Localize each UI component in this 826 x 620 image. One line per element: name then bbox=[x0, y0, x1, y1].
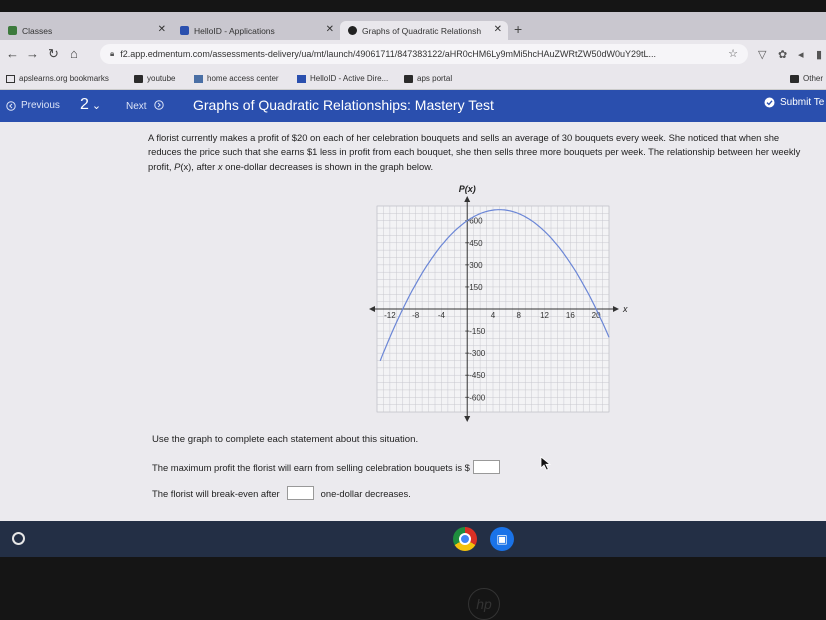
hac-favicon-icon bbox=[194, 75, 203, 83]
close-icon[interactable]: ✕ bbox=[325, 24, 334, 35]
url-text: f2.app.edmentum.com/assessments-delivery/ua/mt/launch/49061711/847383122/aHR0cHM6Ly9mMi5hcHAuZWRtZW50dW0uY29tL... bbox=[120, 49, 657, 59]
question-text-part: one-dollar decreases is shown in the graph below. bbox=[222, 160, 434, 172]
question-text-part: A florist currently makes a profit of $20 on each of her celebration bouquets and sells an average of 30 bouquets every week. She noticed that when she reduces the price such that she earns $1 less in profit from each bouquet, she then sells three more bouquets per week. The relationship between her weekly profit, bbox=[148, 132, 801, 172]
extension-audio-icon[interactable]: ◂ bbox=[798, 49, 804, 61]
instruction-text: Use the graph to complete each statement about this situation. bbox=[152, 434, 419, 445]
y-tick-label: 600 bbox=[469, 216, 483, 226]
y-tick-label: -300 bbox=[469, 349, 486, 359]
edmentum-favicon-icon bbox=[348, 26, 357, 35]
y-tick-label: -150 bbox=[469, 327, 486, 337]
statement-text: The maximum profit the florist will earn from selling celebration bouquets is $ bbox=[152, 461, 470, 473]
classes-favicon-icon bbox=[8, 26, 17, 35]
chrome-icon[interactable] bbox=[453, 527, 477, 551]
quadratic-graph bbox=[369, 184, 628, 434]
x-axis-label: x bbox=[623, 304, 628, 314]
submit-test-button[interactable] bbox=[764, 97, 824, 108]
x-tick-label: 20 bbox=[591, 311, 601, 320]
bookmark-label: aps portal bbox=[417, 74, 453, 83]
bookmark-other[interactable] bbox=[790, 74, 823, 83]
profile-icon[interactable]: ▮ bbox=[816, 49, 823, 61]
previous-arrow-icon bbox=[6, 101, 16, 111]
new-tab-icon[interactable]: + bbox=[514, 21, 523, 37]
tab-graphs[interactable] bbox=[340, 21, 508, 40]
x-tick-label: -12 bbox=[384, 311, 396, 320]
bookmark-label: youtube bbox=[147, 74, 176, 83]
launcher-icon[interactable] bbox=[12, 532, 25, 545]
statement-text: The florist will break-even after bbox=[152, 487, 280, 499]
tab-helloid[interactable] bbox=[172, 21, 340, 40]
tab-classes[interactable] bbox=[0, 21, 172, 40]
bookmark-home-access-center[interactable] bbox=[194, 74, 279, 83]
bookmark-youtube[interactable] bbox=[134, 74, 175, 83]
statement-break-even bbox=[152, 486, 411, 500]
chevron-down-icon: ⌄ bbox=[91, 100, 102, 112]
question-number-dropdown[interactable] bbox=[80, 96, 101, 114]
bookmarks-bar bbox=[0, 68, 826, 90]
folder-icon bbox=[404, 75, 413, 83]
maximum-profit-input[interactable] bbox=[473, 460, 500, 474]
helloid-favicon-icon bbox=[180, 26, 189, 35]
address-bar[interactable] bbox=[100, 44, 748, 64]
folder-icon bbox=[790, 75, 799, 83]
question-text-part: (x), after bbox=[180, 160, 218, 172]
next-label: Next bbox=[126, 101, 147, 112]
previous-label: Previous bbox=[21, 100, 60, 111]
x-tick-label: 8 bbox=[516, 311, 522, 320]
y-tick-label: 300 bbox=[469, 260, 483, 270]
tab-strip bbox=[0, 12, 826, 40]
question-var-p: P bbox=[174, 160, 181, 172]
x-tick-label: 16 bbox=[565, 311, 575, 320]
check-circle-icon bbox=[764, 97, 775, 108]
y-axis-arrow-up bbox=[464, 196, 470, 202]
extension-icon[interactable]: ▽ bbox=[758, 49, 767, 61]
hp-logo: hp bbox=[468, 588, 500, 620]
y-tick-label: -450 bbox=[469, 371, 486, 381]
home-icon[interactable]: ⌂ bbox=[70, 46, 78, 61]
question-number: 2 bbox=[80, 96, 89, 113]
close-icon[interactable]: ✕ bbox=[493, 24, 502, 35]
back-icon[interactable]: ← bbox=[6, 46, 19, 61]
x-tick-label: -8 bbox=[412, 311, 420, 320]
y-axis-arrow-down bbox=[464, 416, 470, 422]
bookmark-label: HelloID - Active Dire... bbox=[310, 74, 389, 83]
x-axis-arrow-right bbox=[613, 306, 619, 312]
files-icon[interactable]: ▣ bbox=[490, 527, 514, 551]
forward-icon[interactable]: → bbox=[26, 46, 39, 61]
reload-icon[interactable]: ↻ bbox=[48, 46, 59, 61]
tab-label: Graphs of Quadratic Relationsh bbox=[362, 25, 482, 36]
os-shelf bbox=[0, 521, 826, 557]
folder-icon bbox=[134, 75, 143, 83]
bookmark-label: Other bbox=[803, 74, 824, 83]
statement-text: one-dollar decreases. bbox=[320, 487, 411, 499]
question-text bbox=[148, 131, 808, 174]
screen bbox=[0, 12, 826, 557]
extension-puzzle-icon[interactable]: ✿ bbox=[778, 49, 788, 61]
bookmark-label: home access center bbox=[207, 74, 279, 83]
x-tick-label: 12 bbox=[540, 311, 550, 320]
next-button[interactable] bbox=[126, 100, 164, 112]
page-title: Graphs of Quadratic Relationships: Mastery Test bbox=[193, 97, 494, 113]
statement-maximum-profit bbox=[152, 460, 500, 474]
bookmark-aps-portal[interactable] bbox=[404, 74, 452, 83]
folder-icon bbox=[6, 75, 15, 83]
assessment-header bbox=[0, 90, 826, 122]
y-tick-label: -600 bbox=[469, 393, 486, 403]
mouse-cursor-icon bbox=[540, 456, 554, 472]
bookmark-helloid[interactable] bbox=[297, 74, 388, 83]
previous-button[interactable] bbox=[6, 100, 60, 111]
y-axis-label: P(x) bbox=[458, 184, 476, 194]
question-var-x: x bbox=[217, 160, 223, 172]
question-content bbox=[0, 122, 826, 521]
submit-label: Submit Te bbox=[780, 97, 825, 108]
y-tick-label: 450 bbox=[469, 238, 483, 248]
x-tick-label: -4 bbox=[437, 311, 446, 320]
next-arrow-icon bbox=[154, 100, 164, 110]
break-even-input[interactable] bbox=[287, 486, 314, 500]
y-tick-label: 150 bbox=[469, 282, 483, 292]
tab-label: Classes bbox=[22, 25, 53, 36]
bookmark-star-icon[interactable]: ☆ bbox=[728, 48, 738, 60]
lock-icon: 🔒︎ bbox=[110, 49, 115, 58]
tab-label: HelloID - Applications bbox=[194, 25, 275, 36]
browser-toolbar bbox=[0, 40, 826, 68]
bookmark-label: apslearns.org bookmarks bbox=[19, 74, 109, 83]
x-axis-arrow-left bbox=[369, 306, 375, 312]
x-tick-label: 4 bbox=[490, 311, 496, 320]
helloid-favicon-icon bbox=[297, 75, 306, 83]
bookmark-apslearns[interactable] bbox=[6, 74, 109, 83]
close-icon[interactable]: ✕ bbox=[157, 24, 166, 35]
